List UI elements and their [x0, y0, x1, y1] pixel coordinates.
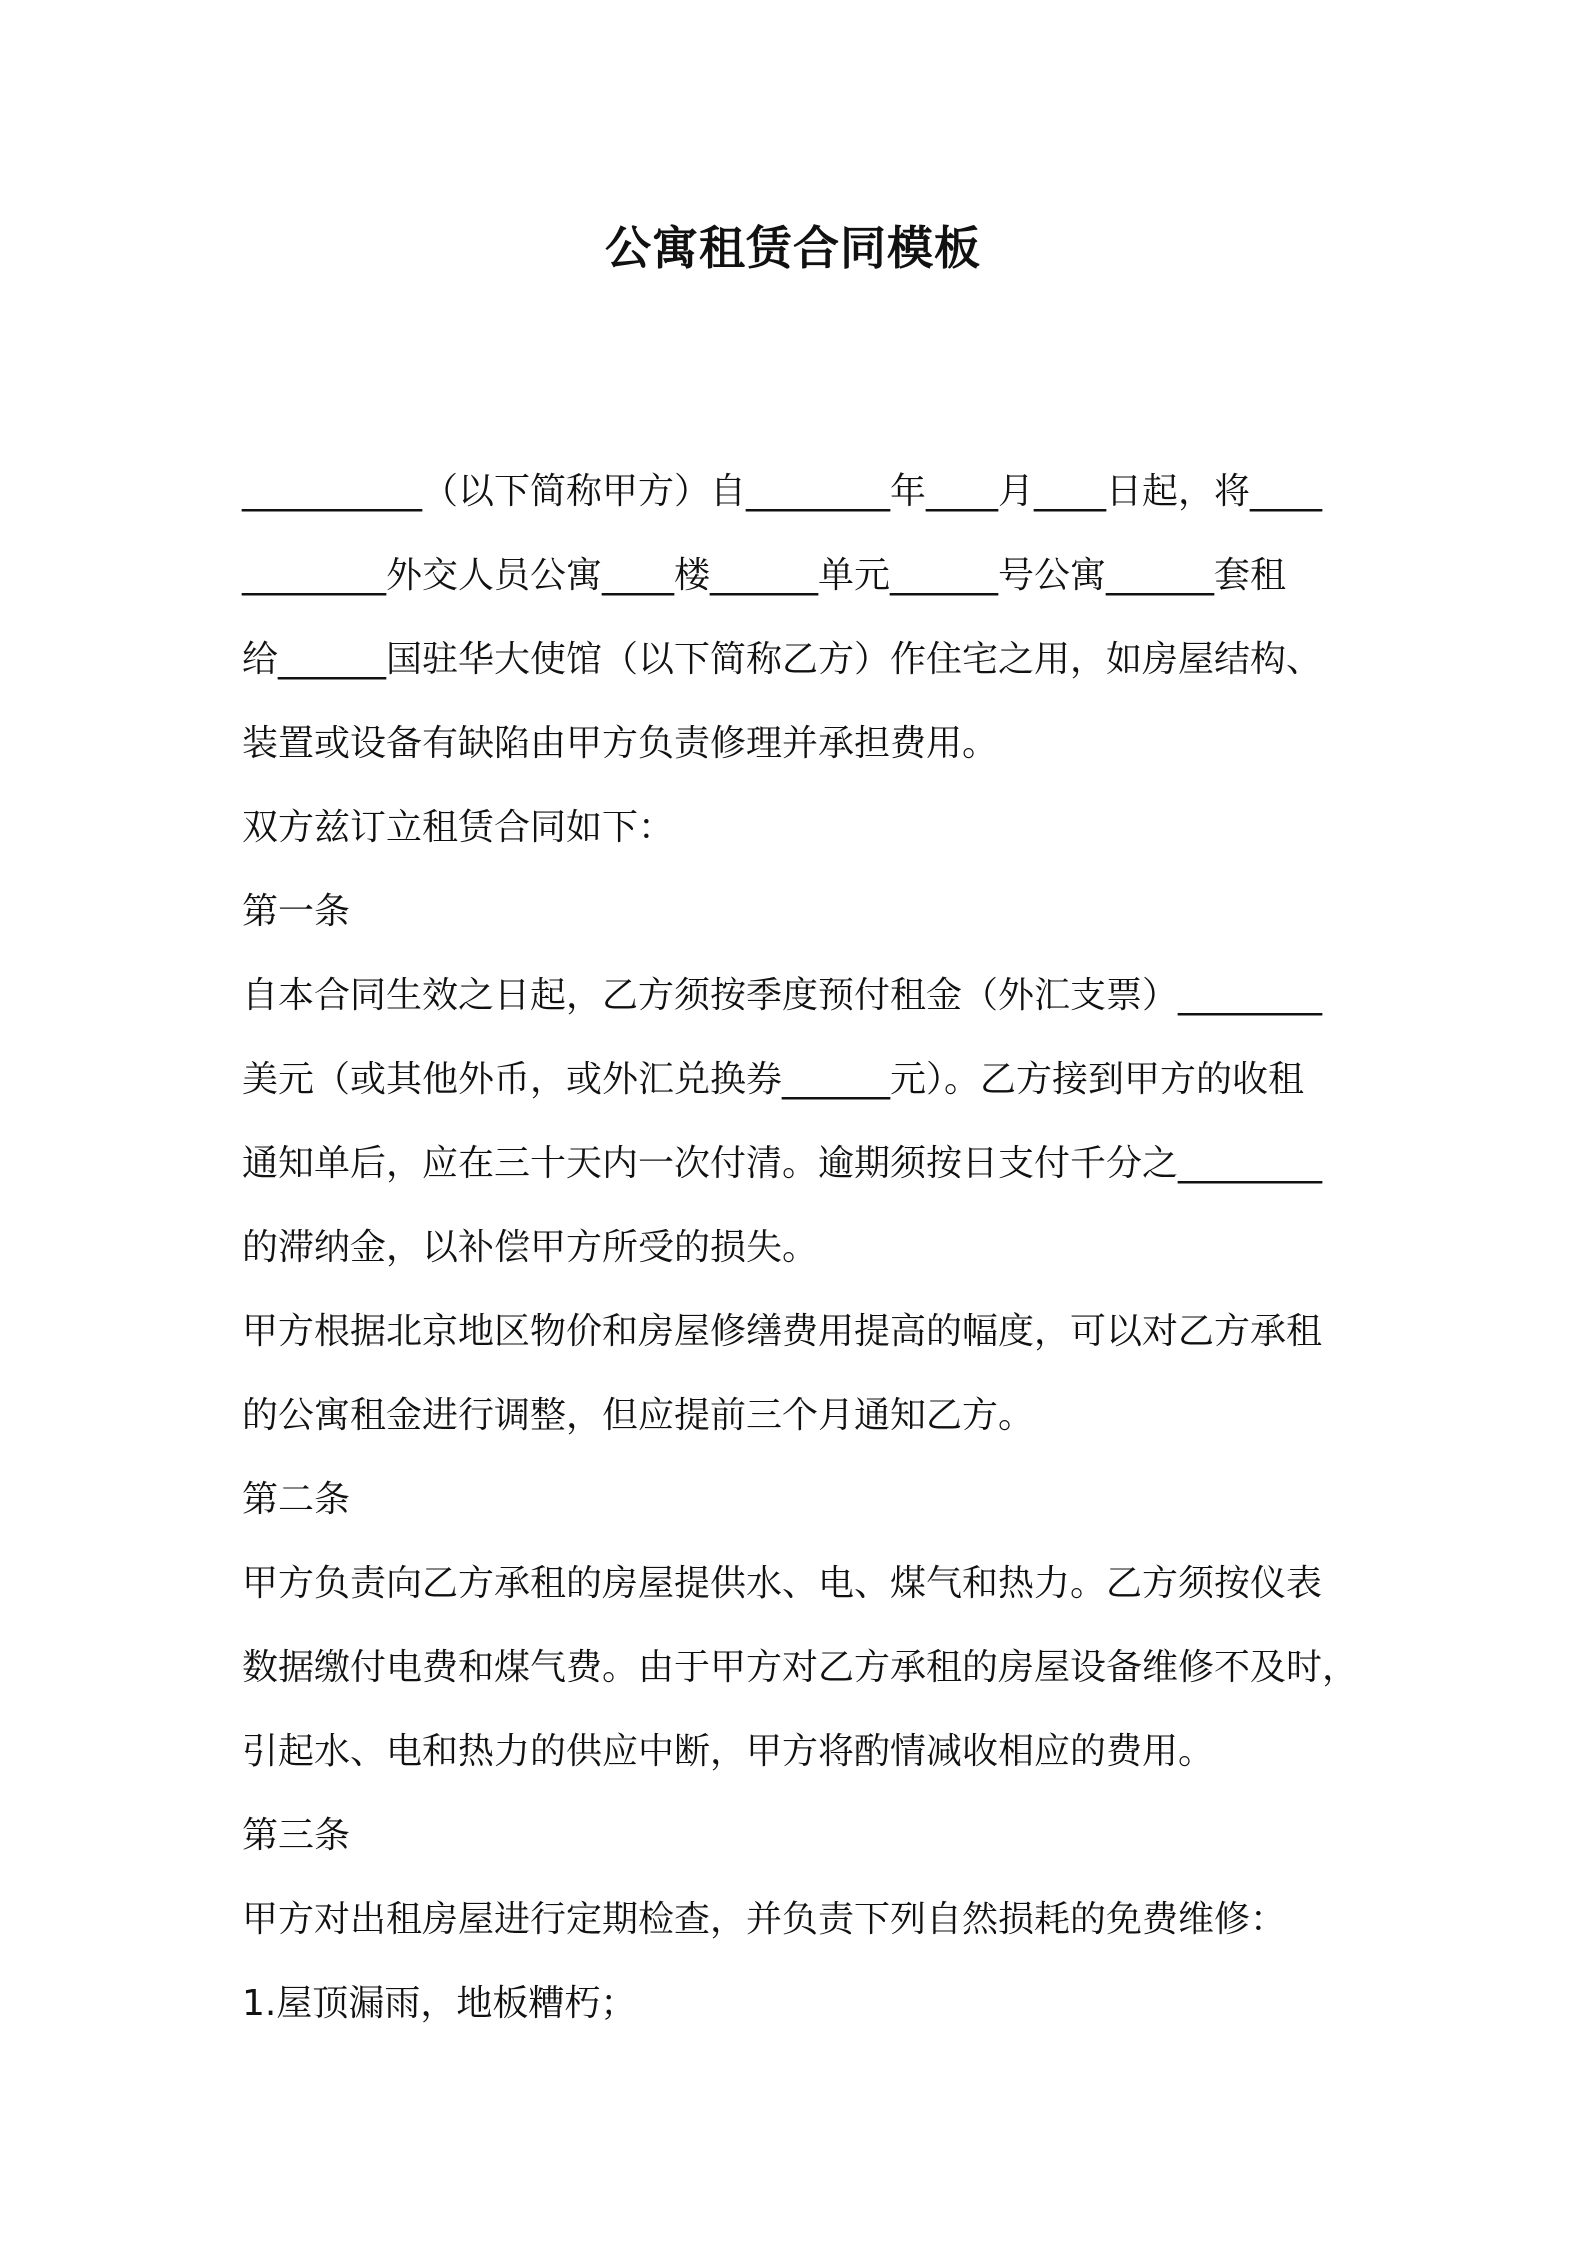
body-line: 双方兹订立租赁合同如下： — [242, 807, 675, 848]
document-body — [242, 450, 1362, 2046]
article-heading: 第一条 — [242, 891, 351, 932]
body-line: ________外交人员公寓____楼______单元______号公寓______套租 — [242, 555, 1287, 596]
body-line: 自本合同生效之日起，乙方须按季度预付租金（外汇支票）________ — [242, 975, 1323, 1016]
article-heading: 第二条 — [242, 1479, 351, 1520]
body-line: 通知单后，应在三十天内一次付清。逾期须按日支付千分之________ — [242, 1143, 1323, 1184]
body-line: 美元（或其他外币，或外汇兑换券______元）。乙方接到甲方的收租 — [242, 1059, 1305, 1100]
body-line: 的公寓租金进行调整，但应提前三个月通知乙方。 — [242, 1395, 1035, 1436]
body-line: 引起水、电和热力的供应中断，甲方将酌情减收相应的费用。 — [242, 1731, 1215, 1772]
article-heading: 第三条 — [242, 1815, 351, 1856]
body-line: 给______国驻华大使馆（以下简称乙方）作住宅之用，如房屋结构、 — [242, 639, 1323, 680]
body-line: 甲方对出租房屋进行定期检查，并负责下列自然损耗的免费维修： — [242, 1899, 1287, 1940]
body-line: 装置或设备有缺陷由甲方负责修理并承担费用。 — [242, 723, 999, 764]
document-title: 公寓租赁合同模板 — [605, 221, 981, 275]
body-line: 甲方根据北京地区物价和房屋修缮费用提高的幅度，可以对乙方承租 — [242, 1311, 1323, 1352]
body-line: 数据缴付电费和煤气费。由于甲方对乙方承租的房屋设备维修不及时， — [242, 1647, 1359, 1688]
body-line: __________（以下简称甲方）自________年____月____日起，将____ — [242, 471, 1323, 512]
body-line: 甲方负责向乙方承租的房屋提供水、电、煤气和热力。乙方须按仪表 — [242, 1563, 1323, 1604]
body-line: 的滞纳金，以补偿甲方所受的损失。 — [242, 1227, 819, 1268]
list-item: 1.屋顶漏雨，地板糟朽； — [242, 1983, 637, 2024]
